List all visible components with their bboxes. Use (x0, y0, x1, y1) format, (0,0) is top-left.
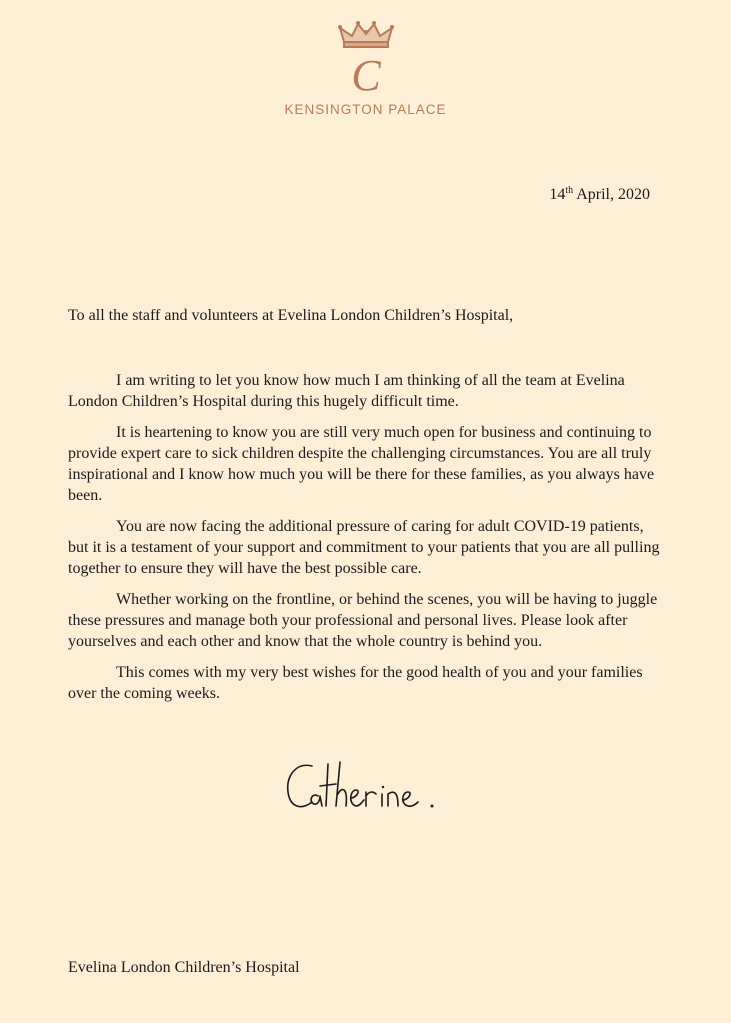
date-rest: April, 2020 (576, 186, 650, 203)
paragraph: I am writing to let you know how much I am thinking of all the team at Evelina London Children’s Hospital during this hugely difficult time. (68, 372, 625, 410)
letterhead (0, 20, 731, 117)
letter-date (549, 186, 650, 204)
footer-address: Evelina London Children’s Hospital (68, 959, 300, 976)
paragraph: It is heartening to know you are still very much open for business and continuing to provide expert care to sick children despite the challenging circumstances. You are all truly inspirational and I know how much you will be there for these families, as you always have been. (68, 424, 655, 504)
paragraph: Whether working on the frontline, or behind the scenes, you will be having to juggle these pressures and manage both your professional and personal lives. Please look after yourselves and each other and know that the whole country is behind you. (68, 591, 658, 650)
paragraph: You are now facing the additional pressure of caring for adult COVID-19 patients, but it is a testament of your support and commitment to your patients that you are all pulling together to ensure they will have the best possible care. (68, 518, 660, 577)
paragraph: This comes with my very best wishes for the good health of you and your families over the coming weeks. (68, 664, 643, 702)
monogram-letter: C (350, 51, 381, 100)
palace-name: KENSINGTON PALACE (284, 102, 447, 117)
date-suffix: th (565, 185, 574, 196)
date-day: 14 (549, 186, 566, 203)
crown-monogram-icon (330, 20, 402, 100)
signature-icon (282, 752, 452, 832)
letter-body (68, 370, 663, 714)
salutation: To all the staff and volunteers at Evelina London Children’s Hospital, (68, 307, 514, 324)
